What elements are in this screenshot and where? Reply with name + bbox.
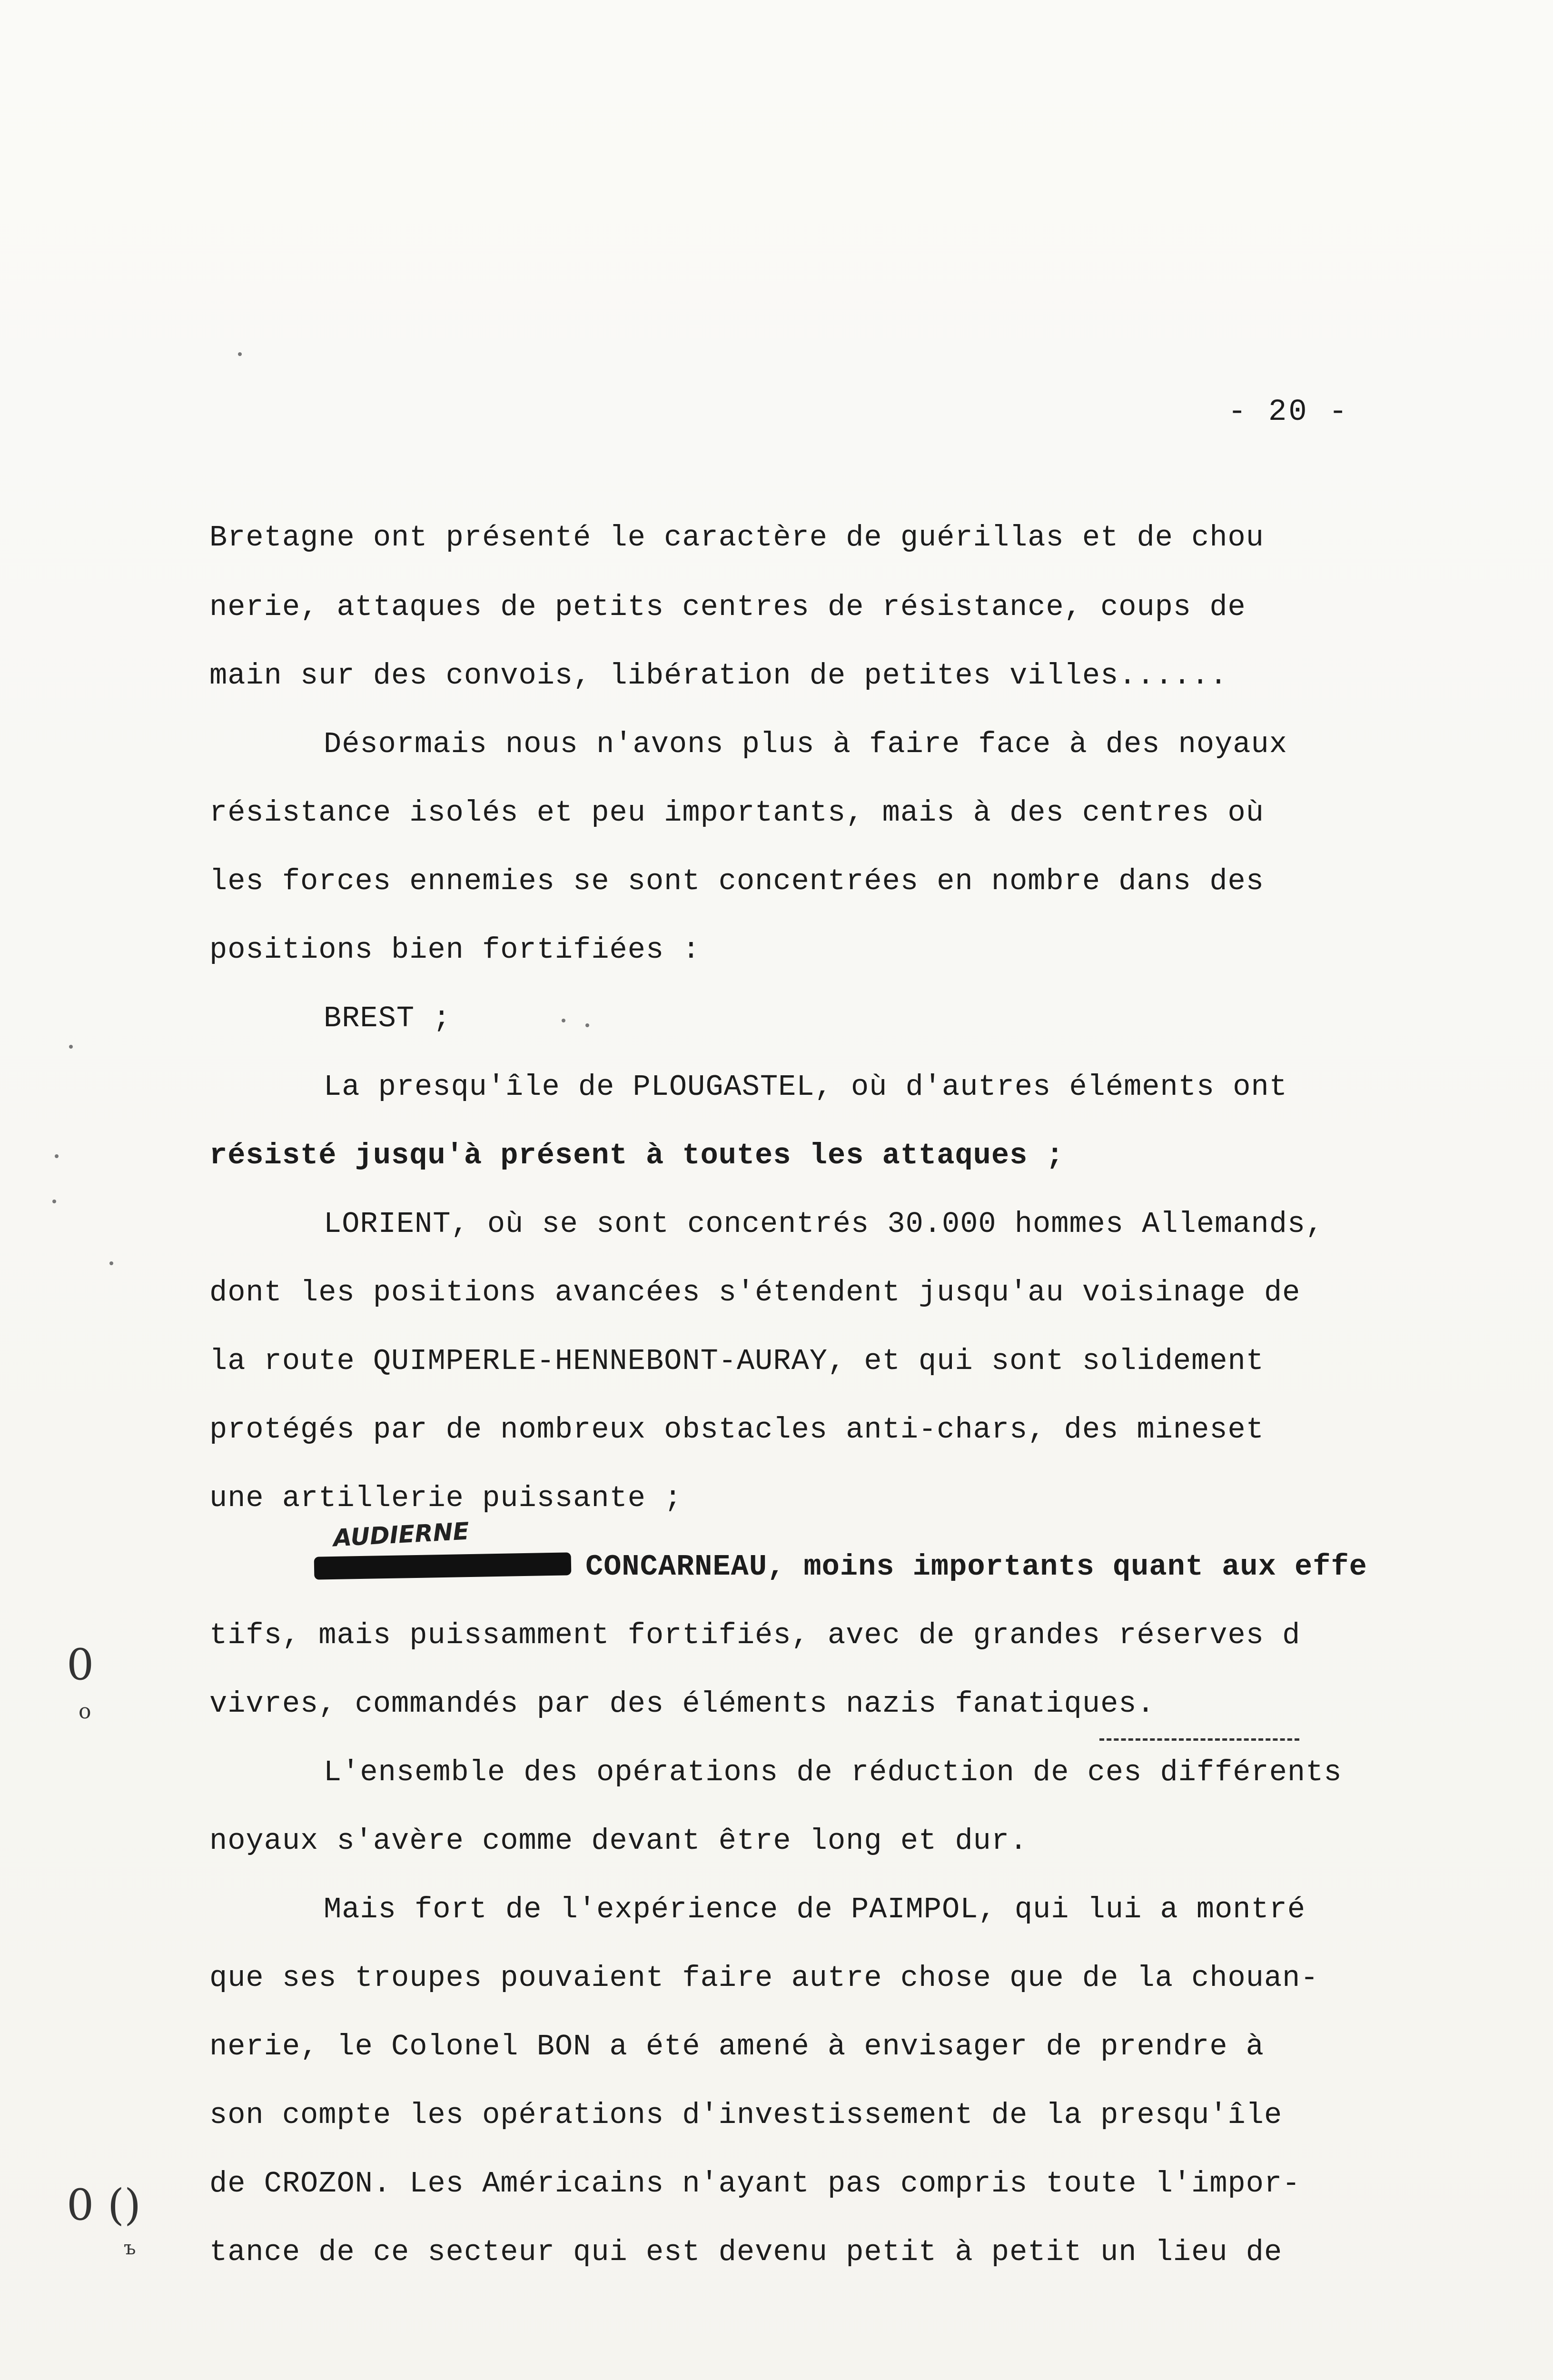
paper-speck	[69, 1045, 73, 1049]
text-line: La presqu'île de PLOUGASTEL, où d'autres éléments ont	[324, 1070, 1287, 1104]
text-line: vivres, commandés par des éléments nazis fanatiques.	[209, 1687, 1155, 1721]
text-line: résistance isolés et peu importants, mais à des centres où	[209, 796, 1264, 830]
text-line: LORIENT, où se sont concentrés 30.000 hommes Allemands,	[324, 1207, 1324, 1241]
paper-speck	[109, 1261, 113, 1265]
text-line: Mais fort de l'expérience de PAIMPOL, qui lui a montré	[324, 1893, 1306, 1926]
text-line: dont les positions avancées s'étendent jusqu'au voisinage de	[209, 1276, 1301, 1309]
text-line: de CROZON. Les Américains n'ayant pas compris toute l'impor-	[209, 2167, 1301, 2201]
text-line: positions bien fortifiées :	[209, 933, 701, 967]
text-line: la route QUIMPERLE-HENNEBONT-AURAY, et qui sont solidement	[209, 1344, 1264, 1378]
text-line: son compte les opérations d'investissement de la presqu'île	[209, 2098, 1283, 2132]
text-line: nerie, attaques de petits centres de résistance, coups de	[209, 590, 1246, 624]
text-line: nerie, le Colonel BON a été amené à envisager de prendre à	[209, 2030, 1264, 2063]
text-line-redacted	[314, 1548, 1367, 1586]
margin-mark: 0	[67, 1640, 94, 1690]
handwritten-underline	[1099, 1738, 1299, 1741]
text-line: résisté jusqu'à présent à toutes les attaques ;	[209, 1139, 1064, 1172]
text-line: CONCARNEAU, moins importants quant aux effe	[585, 1550, 1367, 1584]
text-line: Désormais nous n'avons plus à faire face à des noyaux	[324, 727, 1287, 761]
paper-speck	[562, 1019, 565, 1022]
text-line: les forces ennemies se sont concentrées en nombre dans des	[209, 864, 1264, 898]
text-line: tance de ce secteur qui est devenu petit à petit un lieu de	[209, 2235, 1283, 2269]
text-line: que ses troupes pouvaient faire autre chose que de la chouan-	[209, 1961, 1319, 1995]
margin-mark: 0 ()	[67, 2180, 141, 2230]
text-line: tifs, mais puissamment fortifiés, avec de grandes réserves d	[209, 1618, 1301, 1652]
text-line: Bretagne ont présenté le caractère de guérillas et de chou	[209, 521, 1264, 555]
page-number: - 20 -	[1228, 395, 1349, 429]
text-line: protégés par de nombreux obstacles anti-chars, des mineset	[209, 1413, 1264, 1447]
margin-mark: o	[79, 1699, 91, 1724]
paper-speck	[585, 1023, 589, 1027]
paper-speck	[238, 352, 242, 356]
margin-mark: ъ	[124, 2237, 136, 2259]
text-line: une artillerie puissante ;	[209, 1481, 683, 1515]
handwritten-annotation: AUDIERNE	[332, 1517, 470, 1552]
paper-speck	[52, 1200, 56, 1203]
text-line: BREST ;	[324, 1002, 451, 1035]
redaction-bar	[314, 1552, 572, 1579]
text-line: noyaux s'avère comme devant être long et dur.	[209, 1824, 1028, 1858]
text-line: L'ensemble des opérations de réduction de ces différents	[324, 1755, 1342, 1789]
paper-speck	[55, 1154, 59, 1158]
text-line: main sur des convois, libération de petites villes......	[209, 659, 1228, 693]
